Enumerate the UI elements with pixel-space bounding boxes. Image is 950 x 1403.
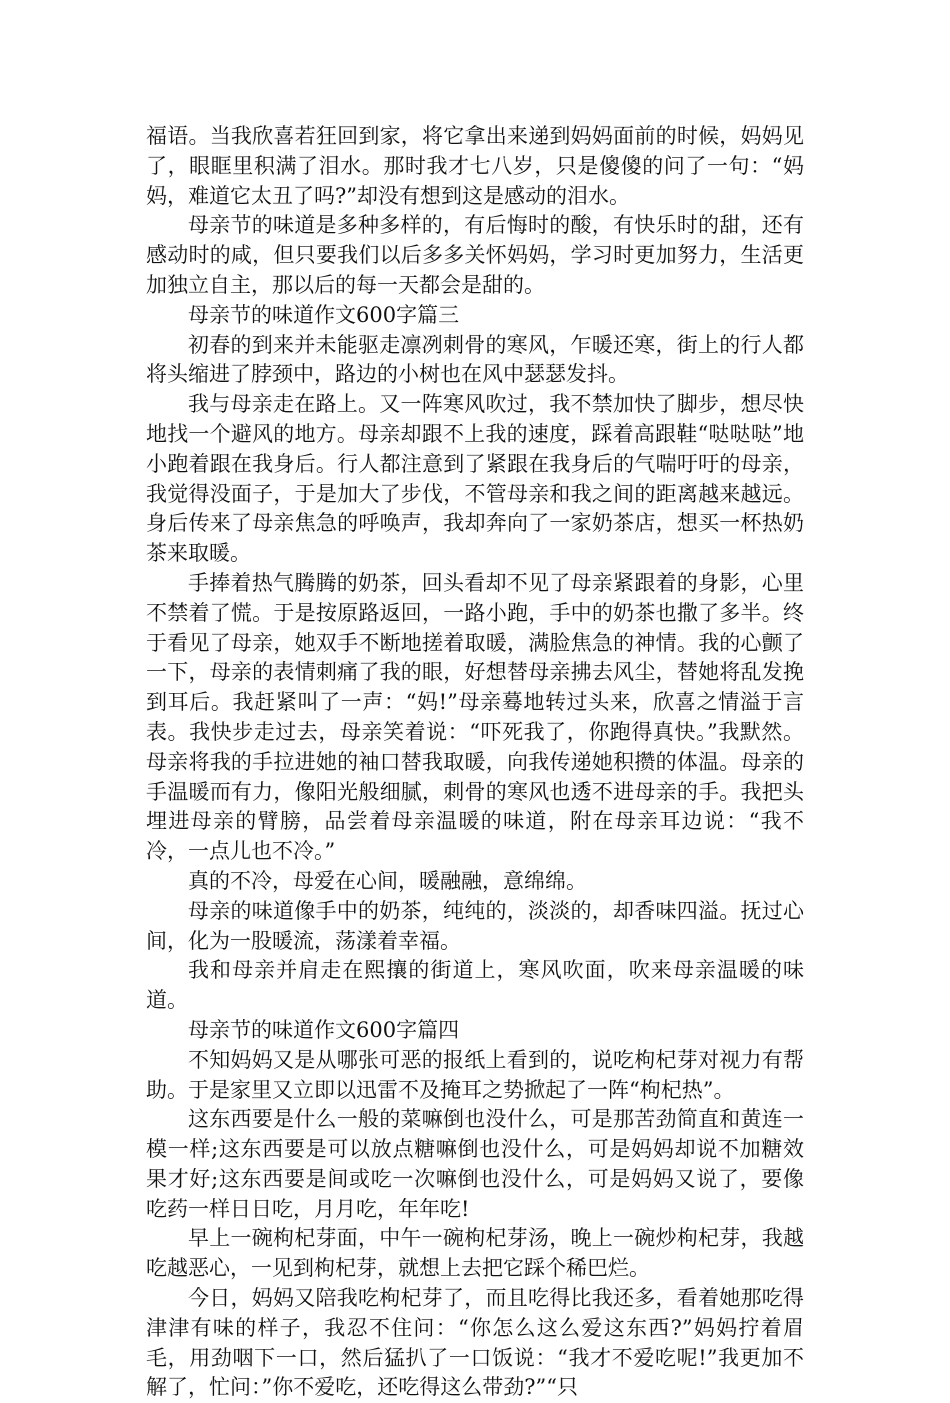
paragraph: 我和母亲并肩走在熙攘的街道上，寒风吹面，吹来母亲温暖的味道。 xyxy=(146,958,804,1013)
paragraph: 真的不冷，母爱在心间，暖融融，意绵绵。 xyxy=(188,868,587,893)
paragraph-continued: 福语。当我欣喜若狂回到家，将它拿出来递到妈妈面前的时候，妈妈见了，眼眶里积满了泪水。那时我才七八岁，只是傻傻的问了一句：“妈妈，难道它太丑了吗?”却没有想到这是感动的泪水。 xyxy=(146,124,804,208)
paragraph: 我与母亲走在路上。又一阵寒风吹过，我不禁加快了脚步，想尽快地找一个避风的地方。母亲却跟不上我的速度，踩着高跟鞋“哒哒哒”地小跑着跟在我身后。行人都注意到了紧跟在我身后的气喘吁吁的母亲，我觉得没面子，于是加大了步伐，不管母亲和我之间的距离越来越远。身后传来了母亲焦急的呼唤声，我却奔向了一家奶茶店，想买一杯热奶茶来取暖。 xyxy=(146,392,804,566)
document-page xyxy=(146,122,804,1403)
paragraph: 母亲节的味道是多种多样的，有后悔时的酸，有快乐时的甜，还有感动时的咸，但只要我们以后多多关怀妈妈，学习时更加努力，生活更加独立自主，那以后的每一天都会是甜的。 xyxy=(146,213,804,297)
paragraph: 这东西要是什么一般的菜嘛倒也没什么，可是那苦劲简直和黄连一模一样;这东西要是可以放点糖嘛倒也没什么，可是妈妈却说不加糖效果才好;这东西要是间或吃一次嘛倒也没什么，可是妈妈又说了，要像吃药一样日日吃，月月吃，年年吃! xyxy=(146,1107,804,1221)
paragraph: 初春的到来并未能驱走凛冽刺骨的寒风，乍暖还寒，街上的行人都将头缩进了脖颈中，路边的小树也在风中瑟瑟发抖。 xyxy=(146,332,804,387)
paragraph: 不知妈妈又是从哪张可恶的报纸上看到的，说吃枸杞芽对视力有帮助。于是家里又立即以迅雷不及掩耳之势掀起了一阵“枸杞热”。 xyxy=(146,1047,804,1102)
section-heading-3: 母亲节的味道作文600字篇三 xyxy=(188,302,460,327)
section-heading-4: 母亲节的味道作文600字篇四 xyxy=(188,1017,460,1042)
paragraph: 早上一碗枸杞芽面，中午一碗枸杞芽汤，晚上一碗炒枸杞芽，我越吃越恶心，一见到枸杞芽，就想上去把它踩个稀巴烂。 xyxy=(146,1226,804,1281)
paragraph: 今日，妈妈又陪我吃枸杞芽了，而且吃得比我还多，看着她那吃得津津有味的样子，我忍不住问：“你怎么这么爱这东西?”妈妈拧着眉毛，用劲咽下一口，然后猛扒了一口饭说：“我才不爱吃呢!”我更加不解了，忙问：”你不爱吃，还吃得这么带劲?”“只 xyxy=(146,1286,804,1400)
paragraph: 母亲的味道像手中的奶茶，纯纯的，淡淡的，却香味四溢。抚过心间，化为一股暖流，荡漾着幸福。 xyxy=(146,898,804,953)
paragraph: 手捧着热气腾腾的奶茶，回头看却不见了母亲紧跟着的身影，心里不禁着了慌。于是按原路返回，一路小跑，手中的奶茶也撒了多半。终于看见了母亲，她双手不断地搓着取暖，满脸焦急的神情。我的心颤了一下，母亲的表情刺痛了我的眼，好想替母亲拂去风尘，替她将乱发挽到耳后。我赶紧叫了一声：“妈!”母亲蓦地转过头来，欣喜之情溢于言表。我快步走过去，母亲笑着说：“吓死我了，你跑得真快。”我默然。母亲将我的手拉进她的袖口替我取暖，向我传递她积攒的体温。母亲的手温暖而有力，像阳光般细腻，刺骨的寒风也透不进母亲的手。我把头埋进母亲的臂膀，品尝着母亲温暖的味道，附在母亲耳边说：“我不冷，一点儿也不冷。” xyxy=(146,570,804,864)
